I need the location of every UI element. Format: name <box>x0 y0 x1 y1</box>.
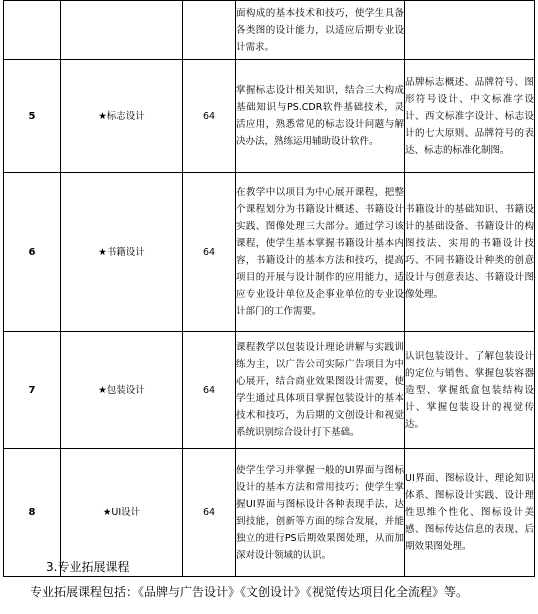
course-number: 6 <box>4 173 61 332</box>
course-description: 在教学中以项目为中心展开课程，把整个课程划分为书籍设计概述、书籍设计实践、图像处理三大部分。通过学习该课程，使学生基本掌握书籍设计基本内容，书籍设计的基本方法和技巧，提高项目的开展与设计制作的应用能力，适应专业设计单位及企事业单位的专业设计部门的工作需要。 <box>236 173 405 332</box>
course-hours: 64 <box>183 449 236 577</box>
course-name: ★包装设计 <box>61 332 183 449</box>
course-number: 7 <box>4 332 61 449</box>
table-row <box>4 60 535 173</box>
course-description: 使学生学习并掌握一般的UI界面与图标设计的基本方法和常用技巧；使学生掌握UI界面与图标设计各种表现手法，达到技能，创新等方面的综合发展，并能独立的进行PS后期效果图处理，从而加深对设计领域的认识。 <box>236 449 405 577</box>
section-heading: 3.专业拓展课程 <box>46 560 130 574</box>
course-content: 品牌标志概述、品牌符号、图形符号设计、中文标准字设计、西文标准字设计、标志设计的七大原则、品牌符号的表达、标志的标准化制图。 <box>405 60 535 173</box>
table-row <box>4 449 535 577</box>
course-number: 8 <box>4 449 61 577</box>
course-hours: 64 <box>183 173 236 332</box>
course-number: 5 <box>4 60 61 173</box>
course-description: 课程教学以包装设计理论讲解与实践训练为主，以广告公司实际广告项目为中心展开，结合商业效果图设计需要，使学生通过具体项目掌握包装设计的基本技术和技巧，为后期的文创设计和视觉系统识别综合设计打下基础。 <box>236 332 405 449</box>
course-description: 面构成的基本技术和技巧，使学生具备各类图的设计能力，以适应后期专业设计需求。 <box>236 1 405 60</box>
course-description: 掌握标志设计相关知识，结合三大构成基础知识与PS.CDR软件基础技术，灵活应用，熟悉常见的标志设计问题与解决办法，熟练运用辅助设计软件。 <box>236 60 405 173</box>
course-content: UI界面、图标设计、理论知识体系、图标设计实践、设计理性思维个性化、图标设计美感、图标传达信息的表现、后期效果图处理。 <box>405 449 535 577</box>
course-content <box>405 1 535 60</box>
course-name: ★UI设计 <box>61 449 183 577</box>
course-content: 书籍设计的基础知识、书籍设计的基础设备、书籍设计的构图技法、实用的书籍设计技巧、不同书籍设计种类的创意设计与创意表达、书籍设计图像处理。 <box>405 173 535 332</box>
section-paragraph: 专业拓展课程包括：《品牌与广告设计》《文创设计》《视觉传达项目化全流程》等。 <box>30 585 469 599</box>
course-hours <box>183 1 236 60</box>
course-name: ★标志设计 <box>61 60 183 173</box>
table-row <box>4 332 535 449</box>
course-hours: 64 <box>183 332 236 449</box>
course-name: ★书籍设计 <box>61 173 183 332</box>
course-name <box>61 1 183 60</box>
table-row <box>4 173 535 332</box>
curriculum-table <box>3 0 535 577</box>
course-number <box>4 1 61 60</box>
course-hours: 64 <box>183 60 236 173</box>
table-row <box>4 1 535 60</box>
course-content: 认识包装设计、了解包装设计的定位与销售、掌握包装容器造型、掌握纸盒包装结构设计、掌握包装设计的视觉传达。 <box>405 332 535 449</box>
